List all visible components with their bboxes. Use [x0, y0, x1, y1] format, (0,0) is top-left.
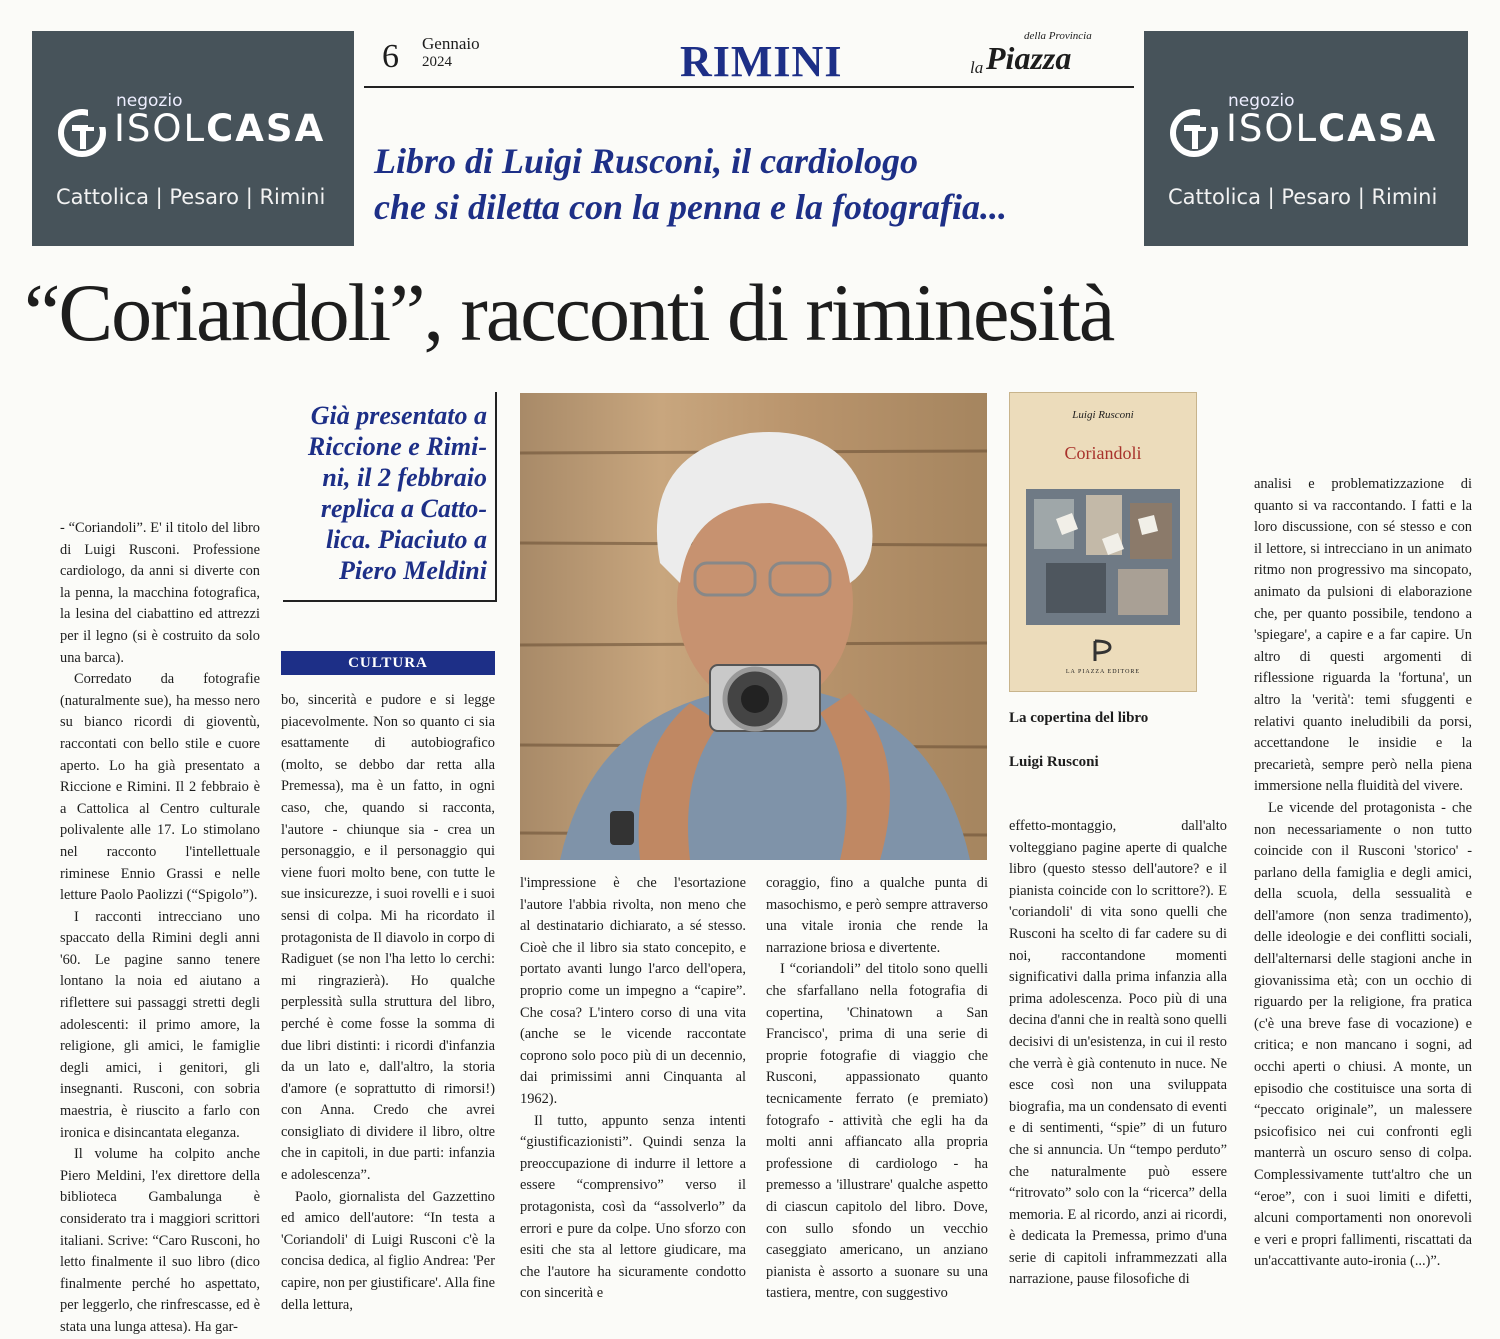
publisher-logo-icon	[1092, 639, 1114, 663]
book-title: Coriandoli	[1064, 443, 1142, 463]
section-city: RIMINI	[680, 37, 843, 86]
book-publisher: LA PIAZZA EDITORE	[1065, 669, 1141, 675]
paragraph: analisi e problematizzazione di quanto si va raccontando. I fatti e la loro discussione, con sé stesso e con il lettore, si intrecciano in un animato ritmo non progressivo ma sincopato, animato da pulsioni di elaborazione che, per quanto possibile, tendono a 'spiegare', a capire e a far capire. Un altro di questi argomenti di riflessione riguarda la 'fortuna', un altro la 'verità': temi sfuggenti e relativi quanto ineludibili da porsi, accettandone le insidie e la precarietà, sempre però nella piena immersione nella fluidità del vivere.	[1254, 476, 1472, 795]
article-column-2	[281, 690, 495, 1313]
kicker-line-2: che si diletta con la penna e la fotografia...	[374, 187, 1007, 227]
issue-month: Gennaio	[422, 34, 480, 53]
advertisement-right[interactable]	[1144, 31, 1468, 246]
paragraph: Il volume ha colpito anche Piero Meldini, l'ex direttore della biblioteca Gambalunga è considerato tra i maggiori scrittori italiani. Scrive: “Caro Rusconi, ho letto finalmente il suo libro (dico finalmente perché ho aspettato, per leggerlo, che rinfrescasse, ed è stata una lunga attesa). Ha gar-	[60, 1146, 260, 1335]
headline: “Coriandoli”, racconti di riminesità	[24, 267, 1114, 358]
isolcasa-logo-icon	[1170, 109, 1218, 157]
paragraph: effetto-montaggio, dall'alto volteggiano pagine aperte di qualche libro (questo stesso dell'autore? e il pianista coincide con lo scrittore?). E 'coriandoli' di vita sono quelli che Rusconi ha scelto di far cadere su di noi, raccontandone momenti significativi dalla prima infanzia alla prima adolescenza. Poco più di una decina d'anni che in realtà sono quelli decisivi di un'esistenza, in cui il resto che verrà è già contenuto in nuce. Ne esce così non una sviluppata biografia, ma un condensato di eventi e di sentimenti, “spie” di un futuro che si annuncia. Un “tempo perduto” che naturalmente può essere “ritrovato” solo con la “ricerca” della memoria. E al ricordo, anzi ai ricordi, è dedicata la Premessa, primo d'una serie di capitoli inframmezzati alla narrazione, pause filosofiche di	[1009, 818, 1227, 1288]
advertisement-left[interactable]	[32, 31, 354, 246]
article-column-6	[1254, 474, 1472, 1279]
section-label[interactable]: CULTURA	[281, 651, 495, 675]
article-column-1	[60, 518, 260, 1335]
paragraph: l'impressione è che l'esortazione l'autore l'abbia rivolta, non meno che al destinatario dichiarato, a sé stesso. Cioè che il libro sia stato concepito, e portato avanti lungo l'arco dell'opera, proprio come un impegno a “capire”. Che cosa? L'intero corso di una vita (anche se le vicende raccontate coprono solo poco più di un decennio, dai primissimi anni Cinquanta al 1962).	[520, 875, 746, 1107]
paragraph: Le vicende del protagonista - che non necessariamente o non tutto coincide con il Rusconi 'storico' - parlano della famiglia e degli amici, della scuola, della sessualità e dell'amore (non senza tradimento), delle ideologie e dei conflitti sociali, dell'alternarsi delle stagioni anche in giovanissima età; con un occhio di riguardo per la religione, fra pratica (c'è una breve fase di vocazione) e critica; e non mancano i sogni, ad occhi aperti o chiusi. A monte, un episodio che costituisce una sorta di “peccato originale”, un malessere psicofisico nei cui confronti egli manterrà un oscuro senso di colpa. Complessivamente tutt'altro che un “eroe”, con i suoi limiti e difetti, alcuni comportamenti non onorevoli e veri e propri fallimenti, riscattati da un'accattivante auto-ironia (...)”.	[1254, 799, 1472, 1270]
ad-label: negozio	[1228, 91, 1295, 111]
masthead	[364, 28, 1134, 90]
article-column-3	[520, 873, 746, 1302]
subhead-line: Già presentato a	[310, 401, 487, 430]
subhead-line: Piero Meldini	[338, 556, 487, 585]
kicker-line-1: Libro di Luigi Rusconi, il cardiologo	[374, 141, 919, 181]
photo-caption: Luigi Rusconi	[1009, 754, 1099, 770]
paper-small: della Provincia	[1024, 30, 1092, 42]
paragraph: - “Coriandoli”. E' il titolo del libro di Luigi Rusconi. Professione cardiologo, da anni si diverte con la penna, la macchina fotografica, la lesina del ciabattino ed attrezzi per il legno (si è costruito da solo una barca).	[60, 520, 260, 666]
article-column-4	[766, 873, 988, 1302]
subhead-line: lica. Piaciuto a	[325, 525, 487, 554]
subhead-line: ni, il 2 febbraio	[322, 463, 487, 492]
book-author: Luigi Rusconi	[1072, 409, 1134, 421]
isolcasa-logo-icon	[58, 109, 106, 157]
ad-cities: Cattolica | Pesaro | Rimini	[1168, 185, 1438, 209]
paper-la: la	[970, 58, 984, 77]
ad-label: negozio	[116, 91, 183, 111]
book-cover	[1009, 392, 1197, 692]
author-photo	[520, 393, 987, 860]
paragraph: bo, sincerità e pudore e si legge piacevolmente. Non so quanto ci sia esattamente di autobiografico (molto, se debbo dar retta alla Premessa), ma è un fatto, in ogni caso, che, quando si racconta, l'autore - chiunque sia - crea un personaggio, e il personaggio qui viene fuori molto bene, con tutte le sue insicurezze, i suoi rovelli e i suoi sensi di colpa. Mi ha ricordato il protagonista de Il diavolo in corpo di Radiguet (se non l'ha letto lo cerchi: mi ringrazierà). Ho qualche perplessità sulla struttura del libro, perché è come fosse la somma di due libri distinti: i ricordi d'infanzia da un lato e, dall'altro, la storia d'amore (e soprattutto di rimorsi!) con Anna. Credo che avrei consigliato di dividere il libro, oltre che in capitoli, in due parti: infanzia e adolescenza”.	[281, 692, 495, 1184]
paragraph: Paolo, giornalista del Gazzettino ed amico dell'autore: “In testa a 'Coriandoli' di Luigi Rusconi c'è la concisa dedica, al figlio Andrea: 'Per capire, non per giustificare'. Alla fine della lettura,	[281, 1188, 495, 1313]
cover-caption: La copertina del libro	[1009, 710, 1149, 726]
paragraph: Corredato da fotografie (naturalmente sue), ha messo nero su bianco ricordi di gioventù, raccontati con bello stile e cuore aperto. Lo ha già presentato a Riccione e Rimini. Il 2 febbraio è a Cattolica al Centro culturale polivalente alle 17. Lo stimolano nel racconto l'intellettuale riminese Ennio Grassi e nelle letture Paolo Paolizzi (“Spigolo”).	[60, 671, 260, 904]
paragraph: coraggio, fino a qualche punta di masochismo, e però sempre attraverso una vitale ironia che rende la narrazione briosa e divertente.	[766, 875, 988, 956]
issue-day: 6	[382, 38, 399, 75]
issue-year: 2024	[422, 54, 452, 70]
ad-brand: ISOLCASA	[1226, 107, 1438, 150]
photo-illustration	[520, 393, 987, 860]
ad-brand: ISOLCASA	[114, 107, 326, 150]
subhead-line: Riccione e Rimi-	[307, 432, 487, 461]
subhead-box	[283, 392, 497, 602]
cover-photo	[1026, 489, 1180, 625]
paragraph: I racconti intrecciano uno spaccato della Rimini degli anni '60. Le pagine sanno tenere lontano la noia ed aiutano a riflettere sui passaggi stretti degli adolescenti: il primo amore, la religione, gli amici, le famiglie degli amici, i genitori, gli insegnanti. Rusconi, con sobria maestria, è riuscito a farlo con ironica e disincantata eleganza.	[60, 908, 260, 1141]
subhead-line: replica a Catto-	[320, 494, 487, 523]
ad-cities: Cattolica | Pesaro | Rimini	[56, 185, 326, 209]
paragraph: Il tutto, appunto senza intenti “giustificazionisti”. Quindi senza la preoccupazione di indurre il lettore a essere “comprensivo” verso il protagonista, così da “assolverlo” da errori e pure da colpe. Uno sforzo con esiti che sta al lettore giudicare, ma che l'autore ha sicuramente condotto con sincerità e	[520, 1112, 746, 1302]
masthead-rule	[364, 86, 1134, 88]
article-column-5	[1009, 816, 1227, 1288]
paper-name: Piazza	[986, 40, 1072, 76]
paragraph: I “coriandoli” del titolo sono quelli che sfarfallano nella fotografia di copertina, 'Chinatown a San Francisco', prima di una serie di proprie fotografie di viaggio che Rusconi, appassionato quanto tecnicamente ferrato (e premiato) fotografo - attività che egli ha da molti anni affiancato alla propria professione di cardiologo - ha premesso a 'illustrare' qualche aspetto di ciascun capitolo del libro. Dove, con sullo sfondo un vecchio caseggiato americano, un anziano pianista è assorto a suonare su una tastiera, mentre, con suggestivo	[766, 961, 988, 1302]
